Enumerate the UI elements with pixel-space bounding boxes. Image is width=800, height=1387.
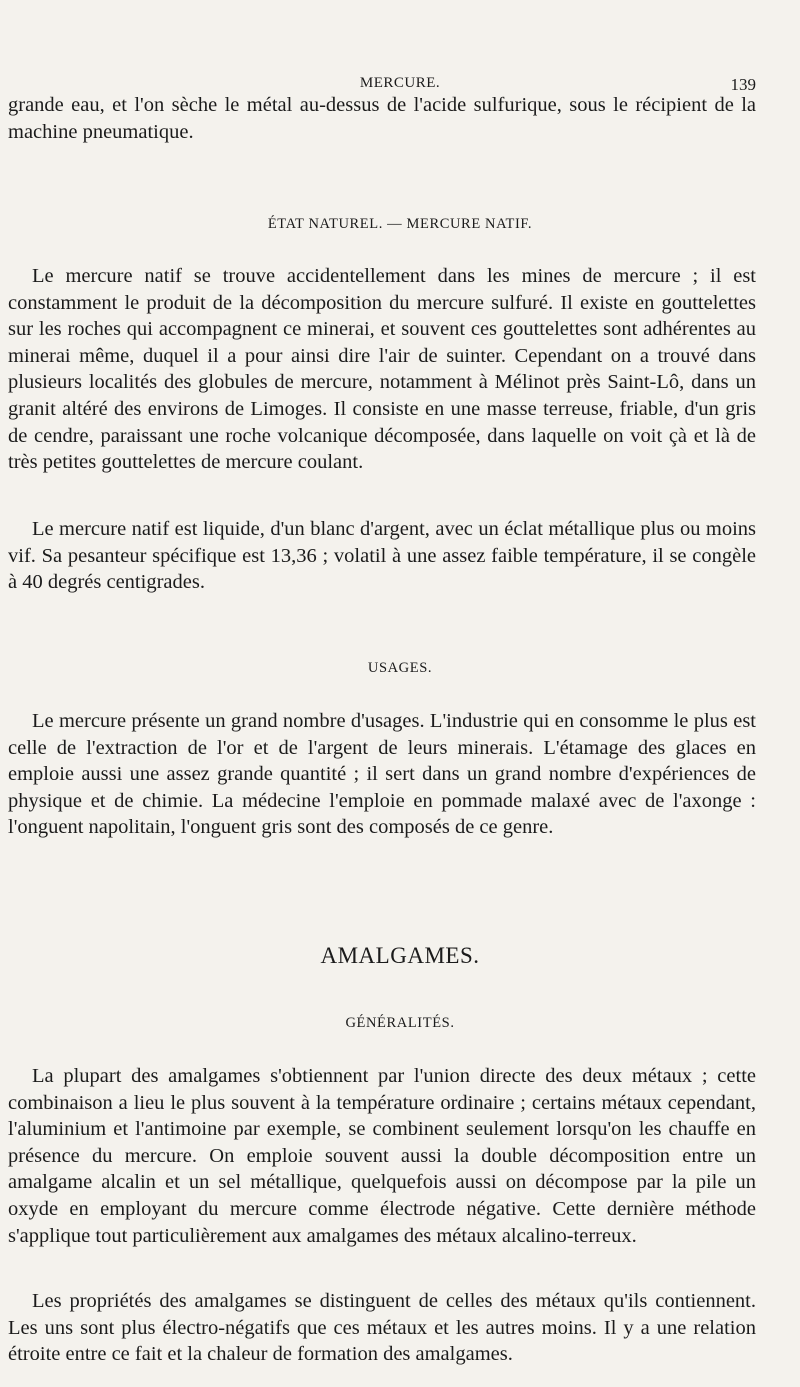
paragraph-proprietes-physiques: Le mercure natif est liquide, d'un blanc d'argent, avec un éclat métallique plus ou moins vif. Sa pesanteur spécifique est 13,36 ; volatil à une assez faible température, il se congèle à 40 degrés centigrades. bbox=[8, 518, 756, 594]
paragraph-usages: Le mercure présente un grand nombre d'usages. L'industrie qui en consomme le plus est celle de l'extraction de l'or et de l'argent de leurs minerais. L'étamage des glaces en emploie aussi une assez grande quantité ; il sert dans un grand nombre d'expériences de physique et de chimie. La médecine l'emploie en pommade malaxé avec de l'axonge : l'onguent napolitain, l'onguent gris sont des composés de ce genre. bbox=[8, 710, 756, 839]
page-number: 139 bbox=[730, 75, 756, 94]
paragraph-mercure-natif: Le mercure natif se trouve accidentellement dans les mines de mercure ; il est constamment le produit de la décomposition du mercure sulfuré. Il existe en gouttelettes sur les roches qui accompagnent ce minerai, et souvent ces gouttelettes sont adhérentes au minerai même, duquel il a pour ainsi dire l'air de suinter. Cependant on a trouvé dans plusieurs localités des globules de mercure, notamment à Mélinot près Saint-Lô, dans un granit altéré des environs de Limoges. Il consiste en une masse terreuse, friable, d'un gris de cendre, paraissant une roche volcanique décomposée, dans laquelle on voit çà et là de très petites gouttelettes de mercure coulant. bbox=[8, 265, 756, 474]
paragraph-amalgames-proprietes: Les propriétés des amalgames se distinguent de celles des métaux qu'ils contiennent. Les uns sont plus électro-négatifs que ces métaux et les autres moins. Il y a une relation étroite entre ce fait et la chaleur de formation des amalgames. bbox=[8, 1290, 756, 1366]
section-heading-usages: USAGES. bbox=[367, 660, 433, 676]
subsection-heading-generalites: GÉNÉRALITÉS. bbox=[345, 1015, 455, 1031]
section-heading-etat-naturel: ÉTAT NATUREL. — MERCURE NATIF. bbox=[267, 216, 533, 232]
running-title: MERCURE. bbox=[359, 75, 441, 91]
paragraph-continuation: grande eau, et l'on sèche le métal au-dessus de l'acide sulfurique, sous le récipient de la machine pneumatique. bbox=[8, 94, 756, 143]
section-heading-amalgames: AMALGAMES. bbox=[320, 943, 480, 968]
paragraph-amalgames-obtention: La plupart des amalgames s'obtiennent par l'union directe des deux métaux ; cette combinaison a lieu le plus souvent à la température ordinaire ; certains métaux cependant, l'aluminium et l'antimoine par exemple, se combinent seulement lorsqu'on les chauffe en présence du mercure. On emploie souvent aussi la double décomposition entre un amalgame alcalin et un sel métallique, quelquefois aussi on décompose par la pile un oxyde en employant du mercure comme électrode négative. Cette dernière méthode s'applique tout particulièrement aux amalgames des métaux alcalino-terreux. bbox=[8, 1065, 756, 1247]
